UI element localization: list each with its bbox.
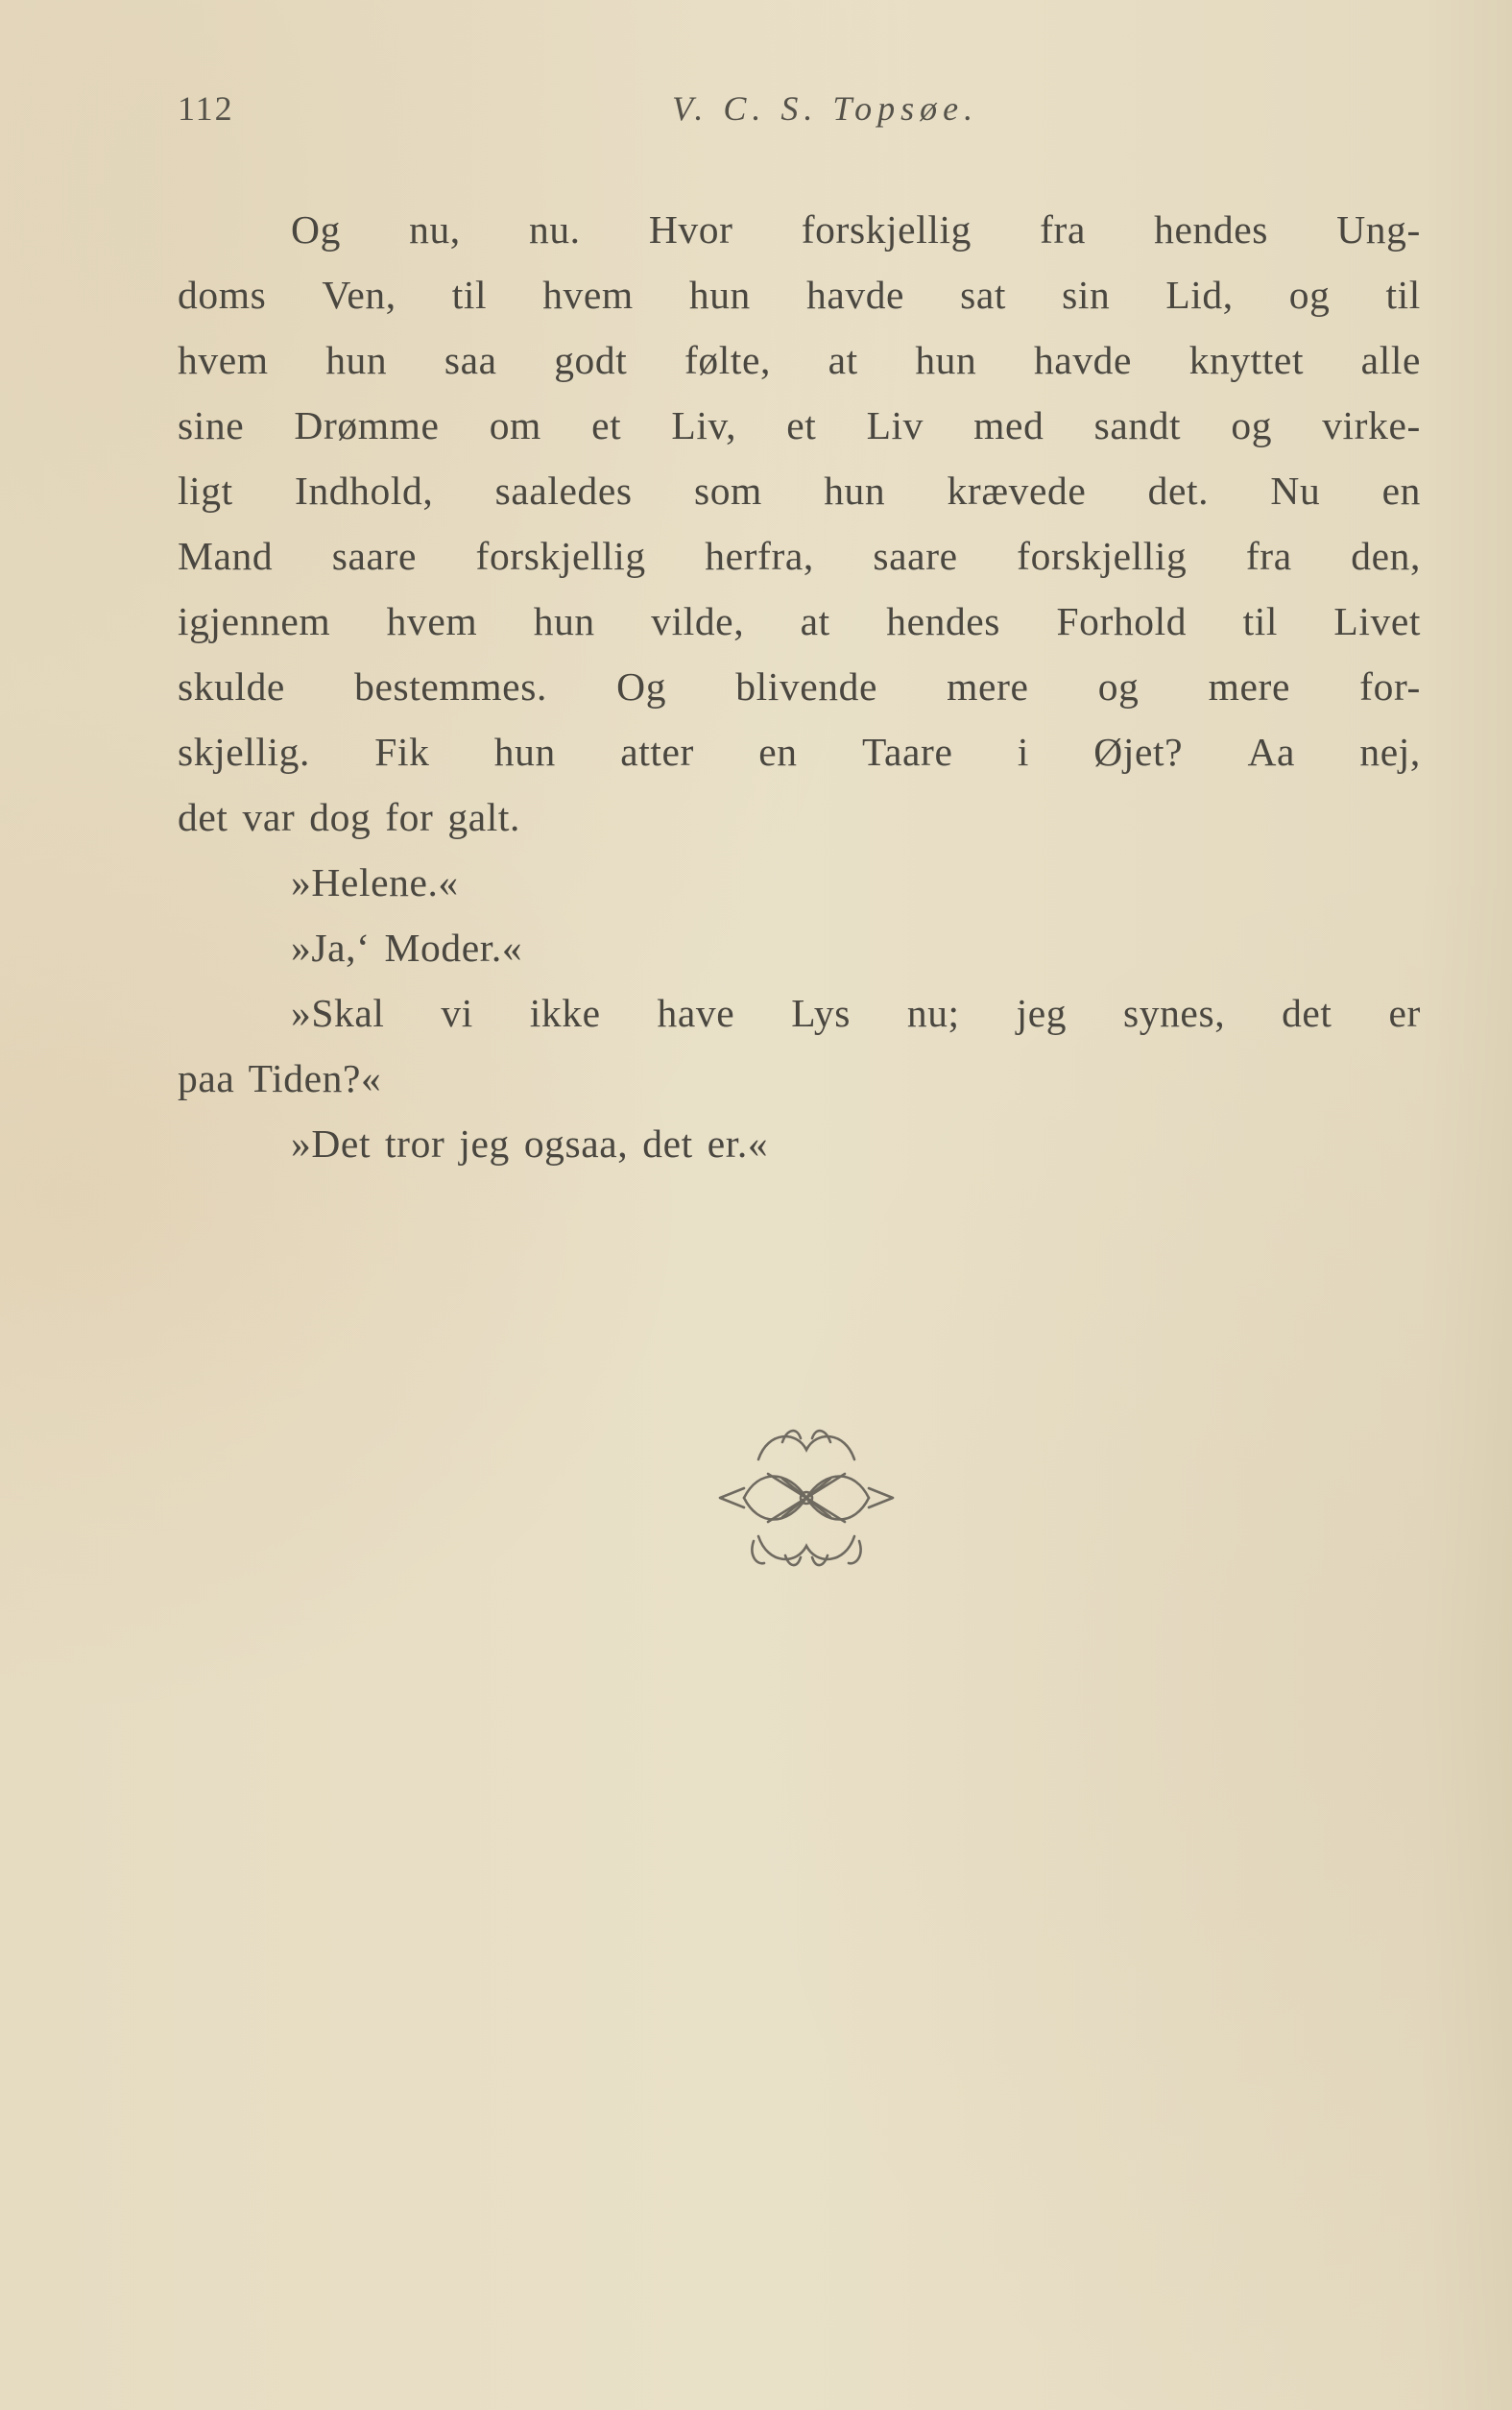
word: bestemmes. xyxy=(354,664,547,709)
word: Livet xyxy=(1333,599,1421,643)
page-header xyxy=(178,88,1421,136)
word: mere xyxy=(1208,664,1290,709)
word: skjellig. xyxy=(178,730,310,774)
word: følte, xyxy=(684,338,771,382)
word: ligt xyxy=(178,469,233,513)
word: herfra, xyxy=(705,534,814,578)
word: til xyxy=(1242,599,1278,643)
word: blivende xyxy=(735,664,877,709)
text-line xyxy=(178,980,1421,1046)
word: Aa xyxy=(1247,730,1296,774)
word: den, xyxy=(1351,534,1421,578)
word: virke- xyxy=(1322,403,1421,447)
word: i xyxy=(1017,730,1029,774)
word: og xyxy=(1288,273,1331,317)
word: atter xyxy=(620,730,694,774)
word: nej, xyxy=(1359,730,1421,774)
text-line xyxy=(178,262,1421,327)
word: og xyxy=(1231,403,1273,447)
word: og xyxy=(1097,664,1140,709)
word: Ven, xyxy=(322,273,396,317)
word: Liv xyxy=(866,403,924,447)
ornament-strokes xyxy=(720,1431,893,1565)
word: Hvor xyxy=(648,207,733,252)
word: saa xyxy=(444,338,497,382)
word: havde xyxy=(1033,338,1133,382)
text-line xyxy=(178,393,1421,458)
word: saare xyxy=(331,534,417,578)
word: et xyxy=(786,403,817,447)
word: nu; xyxy=(906,991,960,1035)
word: ikke xyxy=(529,991,601,1035)
word: forskjellig xyxy=(1017,534,1188,578)
word: »Skal xyxy=(291,991,385,1035)
word: hvem xyxy=(542,273,634,317)
page-number: 112 xyxy=(178,89,234,128)
word: hendes xyxy=(1154,207,1269,252)
word: mere xyxy=(947,664,1029,709)
word: synes, xyxy=(1122,991,1226,1035)
text-line xyxy=(178,719,1421,784)
text-line xyxy=(178,589,1421,654)
word: at xyxy=(828,338,858,382)
word: hvem xyxy=(386,599,478,643)
text-line xyxy=(178,458,1421,523)
word: en xyxy=(1381,469,1421,513)
word: forskjellig xyxy=(801,207,972,252)
text-line xyxy=(178,327,1421,393)
word: sat xyxy=(960,273,1007,317)
word: hun xyxy=(493,730,556,774)
word: hendes xyxy=(886,599,1001,643)
text-line xyxy=(178,654,1421,719)
word: hun xyxy=(325,338,388,382)
word: doms xyxy=(178,273,267,317)
word: Liv, xyxy=(671,403,737,447)
word: nu, xyxy=(409,207,461,252)
word: alle xyxy=(1360,338,1421,382)
word: sin xyxy=(1062,273,1111,317)
word: det xyxy=(1282,991,1332,1035)
word: Ung- xyxy=(1336,207,1421,252)
word: igjennem xyxy=(178,599,331,643)
word: knyttet xyxy=(1188,338,1305,382)
word: som xyxy=(693,469,762,513)
word: er xyxy=(1388,991,1421,1035)
word: hun xyxy=(915,338,977,382)
word: til xyxy=(451,273,488,317)
word: nu. xyxy=(528,207,581,252)
word: godt xyxy=(554,338,628,382)
word: Og xyxy=(616,664,667,709)
word: at xyxy=(800,599,830,643)
word: Mand xyxy=(178,534,274,578)
text-line: »Det tror jeg ogsaa, det er.« xyxy=(291,1121,769,1166)
word: jeg xyxy=(1016,991,1068,1035)
word: vi xyxy=(441,991,473,1035)
word: Lid, xyxy=(1165,273,1234,317)
running-head: V. C. S. Topsøe. xyxy=(672,89,979,128)
word: fra xyxy=(1040,207,1086,252)
word: fra xyxy=(1245,534,1292,578)
word: havde xyxy=(805,273,905,317)
word: saare xyxy=(873,534,958,578)
word: Øjet? xyxy=(1093,730,1184,774)
word: vilde, xyxy=(651,599,745,643)
word: til xyxy=(1385,273,1421,317)
word: Drømme xyxy=(294,403,440,447)
word: hun xyxy=(824,469,886,513)
word: Nu xyxy=(1270,469,1321,513)
word: Lys xyxy=(791,991,851,1035)
word: saaledes xyxy=(494,469,633,513)
text-line xyxy=(178,197,1421,262)
text-line: »Helene.« xyxy=(291,860,459,904)
body-text xyxy=(178,197,1421,1176)
word: hvem xyxy=(178,338,269,382)
word: hun xyxy=(533,599,595,643)
text-line: »Ja,ʻ Moder.« xyxy=(291,926,523,970)
word: en xyxy=(758,730,798,774)
word: hun xyxy=(688,273,751,317)
text-line: paa Tiden?« xyxy=(178,1056,382,1100)
text-line xyxy=(178,523,1421,589)
word: Forhold xyxy=(1056,599,1188,643)
word: et xyxy=(591,403,622,447)
word: Taare xyxy=(861,730,953,774)
word: have xyxy=(657,991,735,1035)
word: med xyxy=(973,403,1044,447)
word: sandt xyxy=(1093,403,1182,447)
word: sine xyxy=(178,403,245,447)
word: Og xyxy=(291,207,341,252)
word: for- xyxy=(1359,664,1421,709)
word: skulde xyxy=(178,664,285,709)
knotwork-ornament-icon xyxy=(701,1421,912,1575)
word: om xyxy=(489,403,541,447)
word: Fik xyxy=(374,730,430,774)
word: Indhold, xyxy=(295,469,434,513)
word: forskjellig xyxy=(475,534,646,578)
word: krævede xyxy=(947,469,1087,513)
text-line: det var dog for galt. xyxy=(178,795,521,839)
word: det. xyxy=(1147,469,1210,513)
